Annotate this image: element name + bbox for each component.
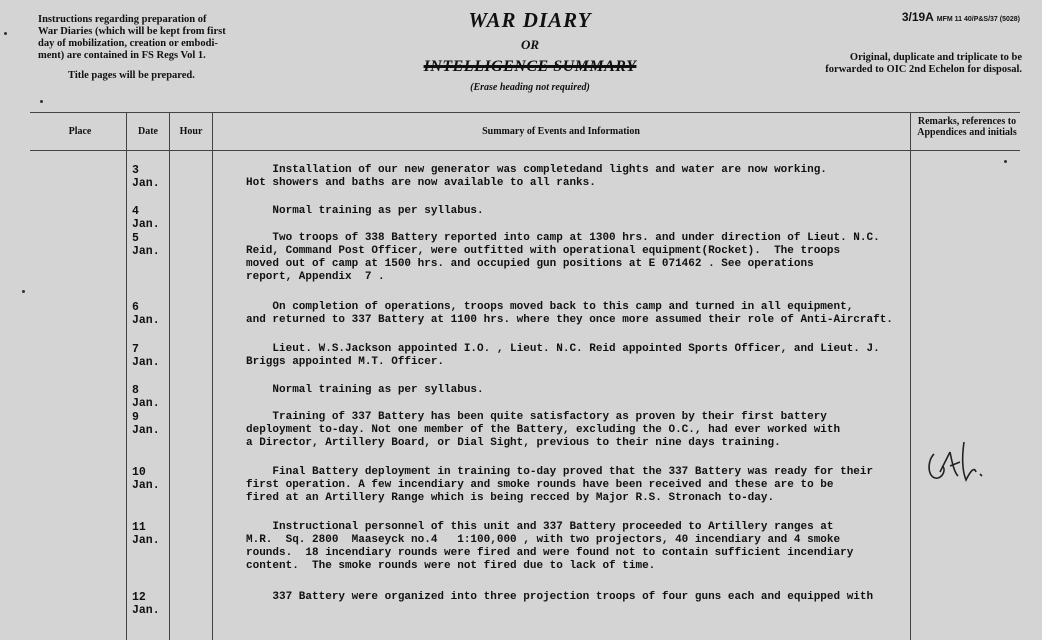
entry-date: 6 Jan. (132, 301, 160, 327)
title-pages-note: Title pages will be prepared. (68, 70, 195, 81)
instructions-line: War Diaries (which will be kept from first (38, 26, 226, 37)
instructions-line: day of mobilization, creation or embodi- (38, 38, 218, 49)
entry-date: 11 Jan. (132, 521, 160, 547)
scan-speck (22, 290, 25, 293)
entry-line: report, Appendix 7 . (246, 271, 385, 283)
entry-line: rounds. 18 incendiary rounds were fired and were found not to contain sufficient incendiary (246, 547, 854, 559)
entry-text (246, 591, 896, 604)
form-ref-number: 3/19A (901, 10, 934, 24)
entry-date: 3 Jan. (132, 164, 160, 190)
entry-text (246, 205, 896, 218)
struck-heading: INTELLIGENCE SUMMARY (423, 58, 637, 75)
entry-line: moved out of camp at 1500 hrs. and occupied gun positions at E 071462 . See operations (246, 258, 814, 270)
entry-line: deployment to-day. Not one member of the Battery, excluding the O.C., had ever worked with (246, 424, 841, 436)
entry-line: content. The smoke rounds were not fired due to lack of time. (246, 560, 656, 572)
entry-line: Reid, Command Post Officer, were outfitted with operational equipment(Rocket). The troops (246, 245, 841, 257)
form-ref-small: MFM 11 40/P&S/37 (5028) (936, 16, 1020, 23)
entry-line: Training of 337 Battery has been quite satisfactory as proven by their first battery (246, 411, 827, 423)
entry-line: and returned to 337 Battery at 1100 hrs. where they once more assumed their role of Anti-Aircraft. (246, 314, 893, 326)
distribution-note (790, 52, 1022, 76)
instructions-line: Instructions regarding preparation of (38, 14, 207, 25)
title-block (420, 8, 640, 93)
entry-date: 10 Jan. (132, 466, 160, 492)
entry-line: Instructional personnel of this unit and 337 Battery proceeded to Artillery ranges at (246, 521, 834, 533)
distribution-line: forwarded to OIC 2nd Echelon for disposal. (825, 64, 1022, 75)
entry-text (246, 343, 896, 369)
entry-date: 4 Jan. (132, 205, 160, 231)
entry-date: 7 Jan. (132, 343, 160, 369)
entry-text (246, 384, 896, 397)
entry-line: Normal training as per syllabus. (246, 384, 484, 396)
entry-line: fired at an Artillery Range which is being recced by Major R.S. Stronach to-day. (246, 492, 775, 504)
entry-line: 337 Battery were organized into three projection troops of four guns each and equipped with (246, 591, 874, 603)
entry-text (246, 232, 896, 284)
entry-line: M.R. Sq. 2800 Maaseyck no.4 1:100,000 , with two projectors, 40 incendiary and 4 smoke (246, 534, 841, 546)
table-top-rule (30, 112, 1020, 113)
form-reference (902, 10, 1020, 24)
entry-line: Installation of our new generator was completedand lights and water are now working. (246, 164, 827, 176)
column-header-place: Place (68, 126, 92, 137)
entry-line: Lieut. W.S.Jackson appointed I.O. , Lieut. N.C. Reid appointed Sports Officer, and Lieut. J. (246, 343, 880, 355)
scan-speck (4, 32, 7, 35)
entry-date: 12 Jan. (132, 591, 160, 617)
column-header-summary: Summary of Events and Information (482, 126, 640, 137)
scan-speck (1004, 160, 1007, 163)
entry-text (246, 466, 896, 505)
column-divider (126, 112, 127, 640)
column-divider (910, 112, 911, 640)
entry-date: 9 Jan. (132, 411, 160, 437)
column-header-hour: Hour (179, 126, 203, 137)
entry-line: a Director, Artillery Board, or Dial Sight, previous to their nine days training. (246, 437, 781, 449)
initials-signature (920, 432, 1000, 492)
entry-line: On completion of operations, troops moved back to this camp and turned in all equipment, (246, 301, 854, 313)
page-title: WAR DIARY (468, 8, 592, 32)
column-header-remarks: Remarks, references to Appendices and initials (917, 116, 1017, 138)
entry-line: Briggs appointed M.T. Officer. (246, 356, 445, 368)
entry-text (246, 521, 896, 573)
title-or: OR (520, 37, 540, 52)
column-divider (212, 112, 213, 640)
header-bottom-rule (30, 150, 1020, 151)
scan-speck (40, 100, 43, 103)
distribution-line: Original, duplicate and triplicate to be (849, 52, 1022, 63)
entry-line: Two troops of 338 Battery reported into camp at 1300 hrs. and under direction of Lieut. N.C. (246, 232, 880, 244)
entry-text (246, 411, 896, 450)
entry-line: Hot showers and baths are now available to all ranks. (246, 177, 596, 189)
entry-text (246, 301, 896, 327)
entry-line: Normal training as per syllabus. (246, 205, 484, 217)
column-divider (169, 112, 170, 640)
entry-date: 8 Jan. (132, 384, 160, 410)
instructions-line: ment) are contained in FS Regs Vol 1. (38, 50, 206, 61)
entry-line: first operation. A few incendiary and smoke rounds have been received and these are to be (246, 479, 834, 491)
entry-line: Final Battery deployment in training to-day proved that the 337 Battery was ready for their (246, 466, 874, 478)
column-header-date: Date (138, 126, 158, 137)
entry-text (246, 164, 896, 190)
instructions-block (38, 14, 258, 82)
erase-note: (Erase heading not required) (470, 82, 590, 93)
entry-date: 5 Jan. (132, 232, 160, 258)
